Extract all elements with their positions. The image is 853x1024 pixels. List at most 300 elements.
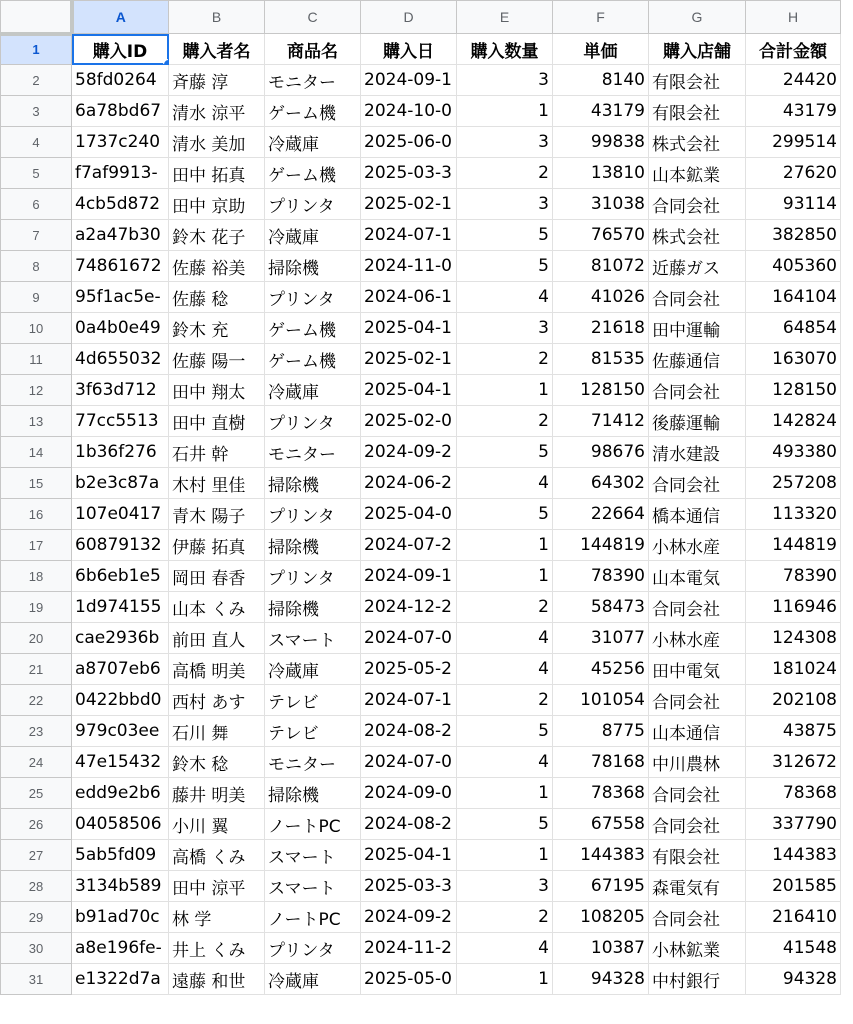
cell-purchase-date[interactable]: 2024-09-1 [361, 65, 457, 96]
cell-buyer-name[interactable]: 高橋 くみ [169, 840, 265, 871]
cell-buyer-name[interactable]: 清水 涼平 [169, 96, 265, 127]
cell-total[interactable]: 201585 [746, 871, 841, 902]
cell-quantity[interactable]: 4 [457, 468, 553, 499]
row-number[interactable]: 5 [1, 158, 72, 189]
cell-quantity[interactable]: 5 [457, 220, 553, 251]
cell-purchase-id[interactable]: 4d655032 [72, 344, 169, 375]
cell-purchase-date[interactable]: 2025-02-1 [361, 344, 457, 375]
cell-store[interactable]: 有限会社 [649, 65, 746, 96]
cell-purchase-date[interactable]: 2024-12-2 [361, 592, 457, 623]
cell-purchase-date[interactable]: 2024-07-0 [361, 623, 457, 654]
column-header-c[interactable]: C [265, 1, 361, 34]
cell-product-name[interactable]: 掃除機 [265, 778, 361, 809]
cell-purchase-date[interactable]: 2025-05-0 [361, 964, 457, 995]
cell-quantity[interactable]: 5 [457, 809, 553, 840]
cell-purchase-date[interactable]: 2024-06-1 [361, 282, 457, 313]
cell-total[interactable]: 43179 [746, 96, 841, 127]
cell-purchase-date[interactable]: 2024-07-2 [361, 530, 457, 561]
cell-product-name[interactable]: ノートPC [265, 809, 361, 840]
cell-quantity[interactable]: 4 [457, 623, 553, 654]
cell-purchase-date[interactable]: 2025-03-3 [361, 871, 457, 902]
cell-purchase-id[interactable]: 5ab5fd09 [72, 840, 169, 871]
cell-purchase-date[interactable]: 2024-07-1 [361, 685, 457, 716]
cell-buyer-name[interactable]: 遠藤 和世 [169, 964, 265, 995]
cell-product-name[interactable]: モニター [265, 747, 361, 778]
cell-purchase-date[interactable]: 2024-09-2 [361, 437, 457, 468]
cell-purchase-id[interactable]: 74861672 [72, 251, 169, 282]
cell-purchase-date[interactable]: 2024-11-2 [361, 933, 457, 964]
cell-total[interactable]: 113320 [746, 499, 841, 530]
cell-store[interactable]: 合同会社 [649, 592, 746, 623]
cell-buyer-name[interactable]: 田中 直樹 [169, 406, 265, 437]
cell-purchase-id[interactable]: 0a4b0e49 [72, 313, 169, 344]
cell-product-name[interactable]: 掃除機 [265, 530, 361, 561]
cell-unit-price[interactable]: 22664 [553, 499, 649, 530]
cell-quantity[interactable]: 1 [457, 561, 553, 592]
row-number[interactable]: 14 [1, 437, 72, 468]
cell-total[interactable]: 144819 [746, 530, 841, 561]
cell-store[interactable]: 佐藤通信 [649, 344, 746, 375]
cell-buyer-name[interactable]: 前田 直人 [169, 623, 265, 654]
table-row [1, 406, 841, 437]
cell-store[interactable]: 合同会社 [649, 685, 746, 716]
cell-purchase-id[interactable]: 0422bbd0 [72, 685, 169, 716]
row-number[interactable]: 20 [1, 623, 72, 654]
cell-purchase-id[interactable]: 60879132 [72, 530, 169, 561]
cell-purchase-date[interactable]: 2025-02-0 [361, 406, 457, 437]
row-number[interactable]: 17 [1, 530, 72, 561]
cell-store[interactable]: 小林水産 [649, 623, 746, 654]
cell-quantity[interactable]: 2 [457, 902, 553, 933]
cell-quantity[interactable]: 2 [457, 158, 553, 189]
cell-purchase-id[interactable]: e1322d7a [72, 964, 169, 995]
cell-buyer-name[interactable]: 鈴木 充 [169, 313, 265, 344]
cell-unit-price[interactable]: 8775 [553, 716, 649, 747]
column-header-f[interactable]: F [553, 1, 649, 34]
cell-store[interactable]: 近藤ガス [649, 251, 746, 282]
cell-total[interactable]: 202108 [746, 685, 841, 716]
cell-product-name[interactable]: ノートPC [265, 902, 361, 933]
cell-store[interactable]: 後藤運輸 [649, 406, 746, 437]
cell-unit-price[interactable]: 99838 [553, 127, 649, 158]
cell-total[interactable]: 164104 [746, 282, 841, 313]
cell-quantity[interactable]: 3 [457, 313, 553, 344]
row-number[interactable]: 7 [1, 220, 72, 251]
cell-purchase-date[interactable]: 2025-02-1 [361, 189, 457, 220]
cell-purchase-date[interactable]: 2024-09-0 [361, 778, 457, 809]
column-header-row [1, 1, 841, 34]
cell-unit-price[interactable]: 78168 [553, 747, 649, 778]
cell-unit-price[interactable]: 94328 [553, 964, 649, 995]
cell-total[interactable]: 27620 [746, 158, 841, 189]
cell-total[interactable]: 64854 [746, 313, 841, 344]
cell-store[interactable]: 合同会社 [649, 375, 746, 406]
cell-purchase-id[interactable]: b2e3c87a [72, 468, 169, 499]
row-number[interactable]: 31 [1, 964, 72, 995]
cell-quantity[interactable]: 1 [457, 96, 553, 127]
cell-product-name[interactable]: プリンタ [265, 406, 361, 437]
cell-quantity[interactable]: 2 [457, 685, 553, 716]
cell-quantity[interactable]: 3 [457, 189, 553, 220]
cell-store[interactable]: 合同会社 [649, 809, 746, 840]
cell-total[interactable]: 181024 [746, 654, 841, 685]
cell-purchase-id[interactable]: 6b6eb1e5 [72, 561, 169, 592]
cell-quantity[interactable]: 1 [457, 840, 553, 871]
cell-purchase-date[interactable]: 2025-06-0 [361, 127, 457, 158]
cell-product-name[interactable]: 掃除機 [265, 592, 361, 623]
cell-quantity[interactable]: 1 [457, 375, 553, 406]
cell-total[interactable]: 312672 [746, 747, 841, 778]
cell-total[interactable]: 337790 [746, 809, 841, 840]
cell-unit-price[interactable]: 13810 [553, 158, 649, 189]
cell-purchase-date[interactable]: 2024-07-1 [361, 220, 457, 251]
row-number[interactable]: 30 [1, 933, 72, 964]
cell-total[interactable]: 93114 [746, 189, 841, 220]
cell-quantity[interactable]: 1 [457, 964, 553, 995]
cell-store[interactable]: 合同会社 [649, 282, 746, 313]
cell-total[interactable]: 128150 [746, 375, 841, 406]
cell-buyer-name[interactable]: 高橋 明美 [169, 654, 265, 685]
cell-unit-price[interactable]: 144819 [553, 530, 649, 561]
cell-total[interactable]: 24420 [746, 65, 841, 96]
cell-total[interactable]: 257208 [746, 468, 841, 499]
row-number[interactable]: 11 [1, 344, 72, 375]
row-number[interactable]: 22 [1, 685, 72, 716]
cell-unit-price[interactable]: 64302 [553, 468, 649, 499]
cell-buyer-name[interactable]: 鈴木 花子 [169, 220, 265, 251]
row-number[interactable]: 26 [1, 809, 72, 840]
cell-store[interactable]: 株式会社 [649, 220, 746, 251]
cell-store[interactable]: 合同会社 [649, 189, 746, 220]
cell-quantity[interactable]: 4 [457, 654, 553, 685]
cell-purchase-id[interactable]: 6a78bd67 [72, 96, 169, 127]
cell-total[interactable]: 41548 [746, 933, 841, 964]
header-cell-total[interactable]: 合計金額 [746, 34, 841, 65]
cell-product-name[interactable]: 冷蔵庫 [265, 375, 361, 406]
cell-total[interactable]: 493380 [746, 437, 841, 468]
cell-unit-price[interactable]: 31077 [553, 623, 649, 654]
cell-purchase-date[interactable]: 2025-04-0 [361, 499, 457, 530]
cell-purchase-id[interactable]: a8e196fe- [72, 933, 169, 964]
fill-handle[interactable] [163, 59, 169, 65]
cell-buyer-name[interactable]: 林 学 [169, 902, 265, 933]
row-number[interactable]: 2 [1, 65, 72, 96]
cell-purchase-id[interactable]: f7af9913- [72, 158, 169, 189]
row-number[interactable]: 23 [1, 716, 72, 747]
header-cell-purchase-date[interactable]: 購入日 [361, 34, 457, 65]
header-cell-unit-price[interactable]: 単価 [553, 34, 649, 65]
cell-store[interactable]: 合同会社 [649, 468, 746, 499]
cell-buyer-name[interactable]: 石井 幹 [169, 437, 265, 468]
cell-purchase-id[interactable]: 1737c240 [72, 127, 169, 158]
row-number[interactable]: 1 [1, 34, 72, 65]
column-header-a[interactable]: A [72, 1, 169, 34]
cell-buyer-name[interactable]: 西村 あす [169, 685, 265, 716]
cell-product-name[interactable]: ゲーム機 [265, 158, 361, 189]
cell-purchase-id[interactable]: a2a47b30 [72, 220, 169, 251]
cell-quantity[interactable]: 2 [457, 406, 553, 437]
cell-store[interactable]: 小林鉱業 [649, 933, 746, 964]
cell-buyer-name[interactable]: 木村 里佳 [169, 468, 265, 499]
cell-purchase-date[interactable]: 2024-08-2 [361, 716, 457, 747]
cell-product-name[interactable]: 掃除機 [265, 251, 361, 282]
cell-product-name[interactable]: スマート [265, 871, 361, 902]
row-number[interactable]: 21 [1, 654, 72, 685]
cell-purchase-id[interactable]: cae2936b [72, 623, 169, 654]
header-cell-buyer-name[interactable]: 購入者名 [169, 34, 265, 65]
header-cell-quantity[interactable]: 購入数量 [457, 34, 553, 65]
cell-buyer-name[interactable]: 田中 翔太 [169, 375, 265, 406]
cell-buyer-name[interactable]: 井上 くみ [169, 933, 265, 964]
row-number[interactable]: 13 [1, 406, 72, 437]
cell-product-name[interactable]: 冷蔵庫 [265, 220, 361, 251]
header-cell-purchase-id[interactable]: 購入ID [72, 34, 169, 65]
cell-purchase-date[interactable]: 2025-04-1 [361, 375, 457, 406]
table-row [1, 189, 841, 220]
cell-unit-price[interactable]: 43179 [553, 96, 649, 127]
cell-total[interactable]: 216410 [746, 902, 841, 933]
cell-store[interactable]: 合同会社 [649, 778, 746, 809]
table-row [1, 313, 841, 344]
cell-store[interactable]: 有限会社 [649, 840, 746, 871]
cell-total[interactable]: 94328 [746, 964, 841, 995]
cell-total[interactable]: 142824 [746, 406, 841, 437]
cell-buyer-name[interactable]: 小川 翼 [169, 809, 265, 840]
cell-buyer-name[interactable]: 伊藤 拓真 [169, 530, 265, 561]
cell-unit-price[interactable]: 81072 [553, 251, 649, 282]
cell-buyer-name[interactable]: 青木 陽子 [169, 499, 265, 530]
table-row [1, 747, 841, 778]
cell-purchase-id[interactable]: 979c03ee [72, 716, 169, 747]
cell-buyer-name[interactable]: 岡田 春香 [169, 561, 265, 592]
cell-buyer-name[interactable]: 山本 くみ [169, 592, 265, 623]
row-number[interactable]: 28 [1, 871, 72, 902]
cell-store[interactable]: 田中電気 [649, 654, 746, 685]
row-number[interactable]: 6 [1, 189, 72, 220]
cell-total[interactable]: 163070 [746, 344, 841, 375]
cell-quantity[interactable]: 2 [457, 344, 553, 375]
cell-buyer-name[interactable]: 佐藤 稔 [169, 282, 265, 313]
cell-product-name[interactable]: スマート [265, 623, 361, 654]
cell-unit-price[interactable]: 76570 [553, 220, 649, 251]
cell-quantity[interactable]: 3 [457, 65, 553, 96]
cell-store[interactable]: 山本電気 [649, 561, 746, 592]
cell-quantity[interactable]: 5 [457, 716, 553, 747]
cell-purchase-id[interactable]: 107e0417 [72, 499, 169, 530]
cell-purchase-date[interactable]: 2025-04-1 [361, 313, 457, 344]
cell-store[interactable]: 合同会社 [649, 902, 746, 933]
cell-unit-price[interactable]: 144383 [553, 840, 649, 871]
cell-store[interactable]: 橋本通信 [649, 499, 746, 530]
table-row [1, 561, 841, 592]
cell-store[interactable]: 中川農林 [649, 747, 746, 778]
table-row [1, 871, 841, 902]
cell-product-name[interactable]: スマート [265, 840, 361, 871]
row-number[interactable]: 18 [1, 561, 72, 592]
cell-purchase-id[interactable]: 77cc5513 [72, 406, 169, 437]
cell-purchase-date[interactable]: 2024-06-2 [361, 468, 457, 499]
cell-unit-price[interactable]: 128150 [553, 375, 649, 406]
column-header-d[interactable]: D [361, 1, 457, 34]
cell-product-name[interactable]: 冷蔵庫 [265, 964, 361, 995]
table-row [1, 530, 841, 561]
cell-unit-price[interactable]: 78368 [553, 778, 649, 809]
cell-product-name[interactable]: プリンタ [265, 282, 361, 313]
cell-total[interactable]: 78368 [746, 778, 841, 809]
cell-purchase-date[interactable]: 2025-04-1 [361, 840, 457, 871]
row-number[interactable]: 9 [1, 282, 72, 313]
cell-purchase-id[interactable]: 3134b589 [72, 871, 169, 902]
cell-purchase-date[interactable]: 2024-11-0 [361, 251, 457, 282]
cell-total[interactable]: 43875 [746, 716, 841, 747]
cell-unit-price[interactable]: 101054 [553, 685, 649, 716]
cell-unit-price[interactable]: 45256 [553, 654, 649, 685]
cell-product-name[interactable]: プリンタ [265, 561, 361, 592]
cell-product-name[interactable]: プリンタ [265, 189, 361, 220]
column-header-e[interactable]: E [457, 1, 553, 34]
cell-unit-price[interactable]: 108205 [553, 902, 649, 933]
cell-purchase-id[interactable]: 47e15432 [72, 747, 169, 778]
column-header-h[interactable]: H [746, 1, 841, 34]
cell-total[interactable]: 124308 [746, 623, 841, 654]
cell-product-name[interactable]: プリンタ [265, 933, 361, 964]
header-cell-store[interactable]: 購入店舗 [649, 34, 746, 65]
cell-product-name[interactable]: テレビ [265, 685, 361, 716]
row-number[interactable]: 25 [1, 778, 72, 809]
cell-buyer-name[interactable]: 斉藤 淳 [169, 65, 265, 96]
cell-store[interactable]: 中村銀行 [649, 964, 746, 995]
row-number[interactable]: 3 [1, 96, 72, 127]
table-row [1, 809, 841, 840]
row-number[interactable]: 24 [1, 747, 72, 778]
row-number[interactable]: 29 [1, 902, 72, 933]
cell-buyer-name[interactable]: 田中 京助 [169, 189, 265, 220]
row-number[interactable]: 8 [1, 251, 72, 282]
cell-product-name[interactable]: プリンタ [265, 499, 361, 530]
cell-store[interactable]: 森電気有 [649, 871, 746, 902]
cell-unit-price[interactable]: 81535 [553, 344, 649, 375]
cell-total[interactable]: 405360 [746, 251, 841, 282]
cell-quantity[interactable]: 5 [457, 437, 553, 468]
cell-purchase-id[interactable]: edd9e2b6 [72, 778, 169, 809]
cell-buyer-name[interactable]: 藤井 明美 [169, 778, 265, 809]
cell-total[interactable]: 78390 [746, 561, 841, 592]
cell-purchase-date[interactable]: 2024-08-2 [361, 809, 457, 840]
cell-purchase-date[interactable]: 2024-10-0 [361, 96, 457, 127]
cell-total[interactable]: 382850 [746, 220, 841, 251]
header-cell-product-name[interactable]: 商品名 [265, 34, 361, 65]
cell-unit-price[interactable]: 31038 [553, 189, 649, 220]
cell-store[interactable]: 山本鉱業 [649, 158, 746, 189]
cell-buyer-name[interactable]: 田中 拓真 [169, 158, 265, 189]
cell-quantity[interactable]: 3 [457, 127, 553, 158]
table-row [1, 282, 841, 313]
cell-purchase-id[interactable]: 4cb5d872 [72, 189, 169, 220]
cell-product-name[interactable]: 掃除機 [265, 468, 361, 499]
cell-purchase-date[interactable]: 2024-09-2 [361, 902, 457, 933]
cell-purchase-id[interactable]: b91ad70c [72, 902, 169, 933]
cell-total[interactable]: 116946 [746, 592, 841, 623]
cell-unit-price[interactable]: 67558 [553, 809, 649, 840]
cell-purchase-id[interactable]: 3f63d712 [72, 375, 169, 406]
cell-purchase-id[interactable]: 95f1ac5e- [72, 282, 169, 313]
row-number[interactable]: 12 [1, 375, 72, 406]
cell-product-name[interactable]: ゲーム機 [265, 344, 361, 375]
column-header-g[interactable]: G [649, 1, 746, 34]
cell-quantity[interactable]: 1 [457, 530, 553, 561]
cell-product-name[interactable]: モニター [265, 437, 361, 468]
cell-quantity[interactable]: 3 [457, 871, 553, 902]
cell-unit-price[interactable]: 71412 [553, 406, 649, 437]
cell-purchase-date[interactable]: 2025-05-2 [361, 654, 457, 685]
table-row [1, 468, 841, 499]
row-number[interactable]: 27 [1, 840, 72, 871]
cell-product-name[interactable]: 冷蔵庫 [265, 127, 361, 158]
cell-product-name[interactable]: ゲーム機 [265, 96, 361, 127]
cell-unit-price[interactable]: 78390 [553, 561, 649, 592]
cell-store[interactable]: 山本通信 [649, 716, 746, 747]
cell-quantity[interactable]: 4 [457, 933, 553, 964]
select-all-corner[interactable] [1, 1, 72, 34]
cell-purchase-date[interactable]: 2024-07-0 [361, 747, 457, 778]
cell-quantity[interactable]: 4 [457, 282, 553, 313]
cell-purchase-id[interactable]: 58fd0264 [72, 65, 169, 96]
cell-buyer-name[interactable]: 佐藤 陽一 [169, 344, 265, 375]
cell-unit-price[interactable]: 98676 [553, 437, 649, 468]
cell-unit-price[interactable]: 58473 [553, 592, 649, 623]
cell-total[interactable]: 144383 [746, 840, 841, 871]
cell-purchase-date[interactable]: 2025-03-3 [361, 158, 457, 189]
row-number[interactable]: 15 [1, 468, 72, 499]
cell-quantity[interactable]: 2 [457, 592, 553, 623]
cell-unit-price[interactable]: 21618 [553, 313, 649, 344]
cell-quantity[interactable]: 4 [457, 747, 553, 778]
cell-quantity[interactable]: 5 [457, 499, 553, 530]
cell-buyer-name[interactable]: 清水 美加 [169, 127, 265, 158]
row-number[interactable]: 10 [1, 313, 72, 344]
cell-product-name[interactable]: モニター [265, 65, 361, 96]
cell-purchase-id[interactable]: 1b36f276 [72, 437, 169, 468]
cell-store[interactable]: 清水建設 [649, 437, 746, 468]
cell-store[interactable]: 株式会社 [649, 127, 746, 158]
cell-buyer-name[interactable]: 佐藤 裕美 [169, 251, 265, 282]
cell-store[interactable]: 有限会社 [649, 96, 746, 127]
row-number[interactable]: 4 [1, 127, 72, 158]
cell-purchase-id[interactable]: 1d974155 [72, 592, 169, 623]
row-number[interactable]: 19 [1, 592, 72, 623]
cell-product-name[interactable]: ゲーム機 [265, 313, 361, 344]
cell-quantity[interactable]: 5 [457, 251, 553, 282]
cell-purchase-id[interactable]: a8707eb6 [72, 654, 169, 685]
cell-buyer-name[interactable]: 田中 涼平 [169, 871, 265, 902]
cell-store[interactable]: 小林水産 [649, 530, 746, 561]
row-number[interactable]: 16 [1, 499, 72, 530]
cell-purchase-id[interactable]: 04058506 [72, 809, 169, 840]
cell-unit-price[interactable]: 41026 [553, 282, 649, 313]
cell-unit-price[interactable]: 8140 [553, 65, 649, 96]
cell-unit-price[interactable]: 67195 [553, 871, 649, 902]
cell-quantity[interactable]: 1 [457, 778, 553, 809]
cell-unit-price[interactable]: 10387 [553, 933, 649, 964]
cell-total[interactable]: 299514 [746, 127, 841, 158]
cell-purchase-date[interactable]: 2024-09-1 [361, 561, 457, 592]
column-header-b[interactable]: B [169, 1, 265, 34]
cell-buyer-name[interactable]: 鈴木 稔 [169, 747, 265, 778]
cell-product-name[interactable]: テレビ [265, 716, 361, 747]
cell-buyer-name[interactable]: 石川 舞 [169, 716, 265, 747]
cell-store[interactable]: 田中運輸 [649, 313, 746, 344]
cell-product-name[interactable]: 冷蔵庫 [265, 654, 361, 685]
